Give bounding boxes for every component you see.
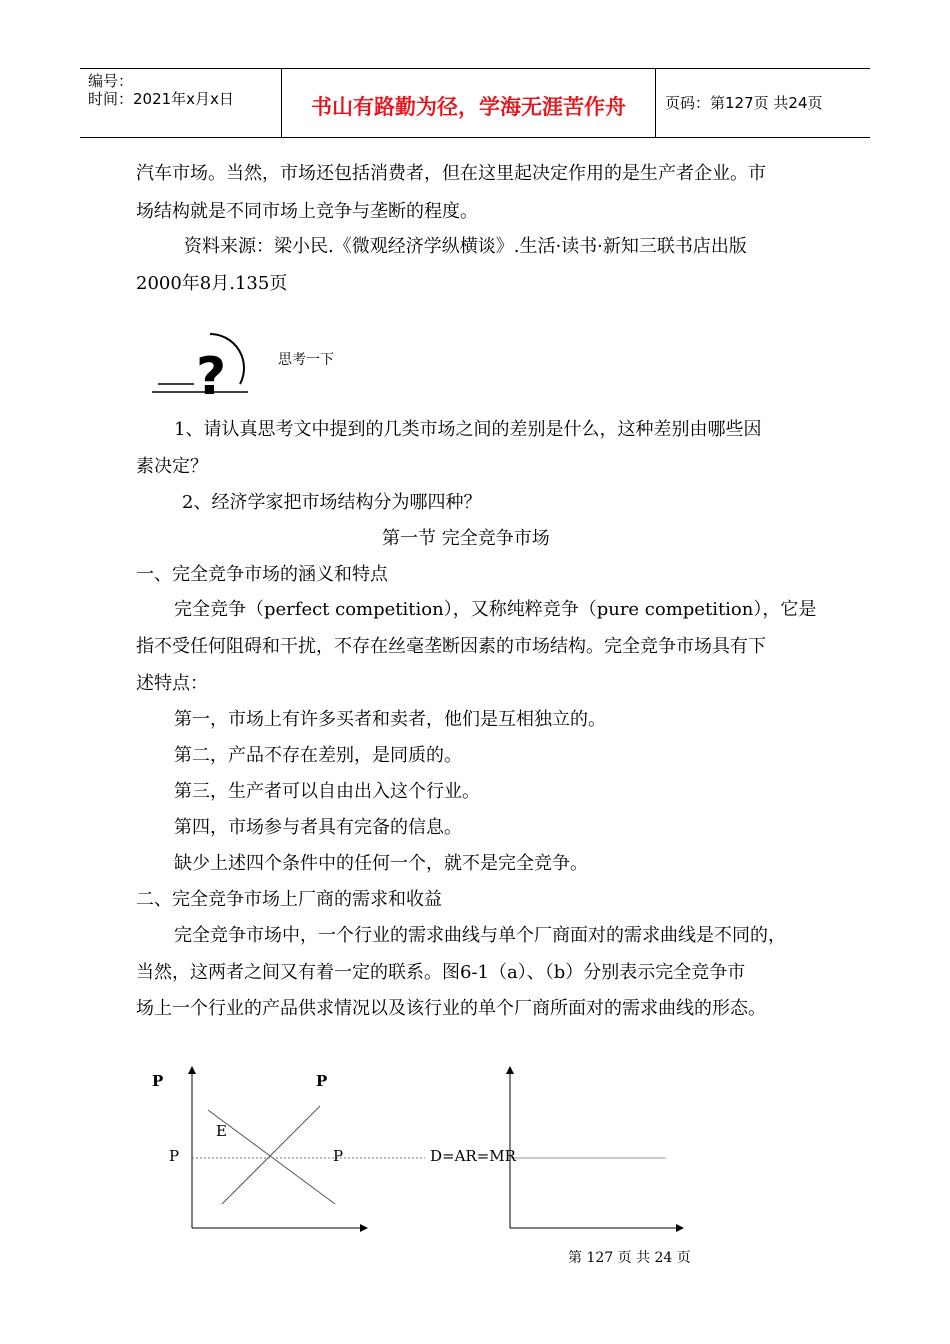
section-title: 第一节 完全竞争市场 [382,528,550,549]
page-code: 页码：第127页 共24页 [665,94,823,112]
question-icon [148,328,253,400]
header-page-cell [655,69,870,137]
motto: 书山有路勤为径，学海无涯苦作舟 [311,95,626,119]
question-1-line-1: 1、请认真思考文中提到的几类市场之间的差别是什么，这种差别由哪些因 [174,419,762,440]
header-left-cell [80,69,281,137]
source-line-2: 2000年8月.135页 [136,273,288,294]
definition-line-2: 指不受任何阻碍和干扰，不存在丝毫垄断因素的市场结构。完全竞争市场具有下 [136,636,766,657]
mid-price-label: P [333,1147,344,1165]
number-label: 编号： [88,72,134,90]
left-top-p-label: P [316,1072,328,1090]
definition-line-1: 完全竞争（perfect competition），又称纯粹竞争（pure competition），它是 [174,599,817,620]
feature-3: 第三，生产者可以自由出入这个行业。 [174,781,480,802]
page-footer: 第 127 页 共 24 页 [568,1250,691,1266]
feature-summary: 缺少上述四个条件中的任何一个，就不是完全竞争。 [174,853,588,874]
feature-4: 第四，市场参与者具有完备的信息。 [174,817,462,838]
question-2: 2、经济学家把市场结构分为哪四种？ [182,492,482,513]
header-motto-cell [281,69,656,137]
feature-1: 第一，市场上有许多买者和卖者，他们是互相独立的。 [174,709,606,730]
figure-6-1 [130,1062,690,1242]
intro-line-1: 汽车市场。当然，市场还包括消费者，但在这里起决定作用的是生产者企业。市 [136,163,766,184]
body-line-2: 当然，这两者之间又有着一定的联系。图6-1（a）、（b）分别表示完全竞争市 [136,962,746,983]
question-1-line-2: 素决定？ [136,456,208,477]
think-label: 思考一下 [278,352,334,368]
intro-line-2: 场结构就是不同市场上竞争与垄断的程度。 [136,201,478,222]
svg-text:?: ? [196,347,227,400]
equilibrium-label: E [216,1122,227,1140]
time-label: 时间：2021年x月x日 [88,90,234,108]
demand-label: D=AR=MR [430,1147,516,1165]
body-line-3: 场上一个行业的产品供求情况以及该行业的单个厂商所面对的需求曲线的形态。 [136,998,766,1019]
figure-lines [130,1062,690,1242]
header-table [80,68,870,138]
body-line-1: 完全竞争市场中，一个行业的需求曲线与单个厂商面对的需求曲线是不同的， [174,925,786,946]
left-axis-p-label: P [152,1072,164,1090]
left-price-label: P [169,1147,180,1165]
heading-1: 一、完全竞争市场的涵义和特点 [136,564,388,585]
source-line-1: 资料来源：梁小民.《微观经济学纵横谈》.生活·读书·新知三联书店出版 [184,236,747,257]
feature-2: 第二，产品不存在差别，是同质的。 [174,745,462,766]
definition-line-3: 述特点： [136,673,208,694]
heading-2: 二、完全竞争市场上厂商的需求和收益 [136,889,442,910]
